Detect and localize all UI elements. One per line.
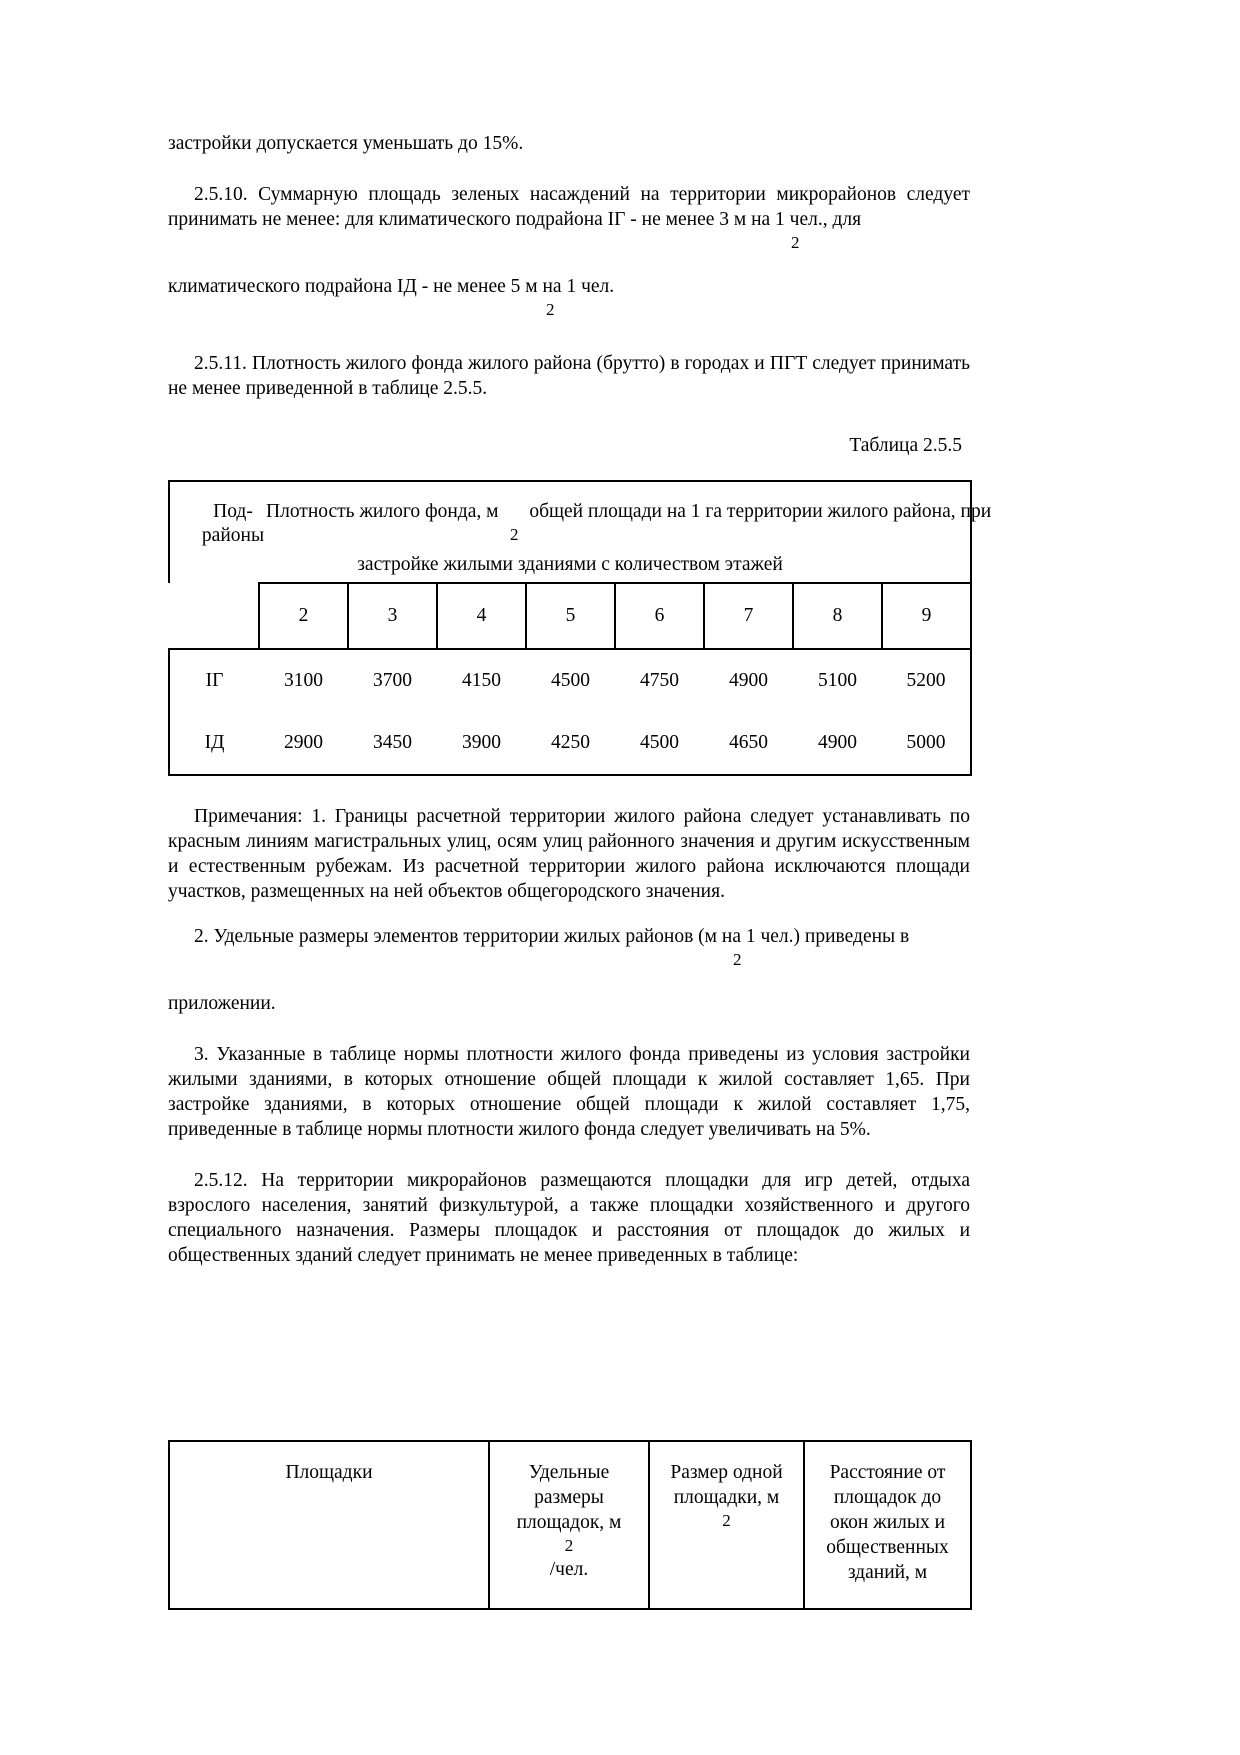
c4-line5: зданий, м [847, 1562, 928, 1583]
column-header-5: 5 [526, 583, 615, 649]
c2-line4: /чел. [549, 1559, 589, 1580]
header-wrap [170, 482, 992, 582]
cell-ig-2: 3100 [259, 649, 348, 712]
table-playgrounds [168, 1440, 972, 1610]
c3-line1: Размер одной [670, 1462, 783, 1483]
column-header-7: 7 [704, 583, 793, 649]
c4-line3: окон жилых и [829, 1512, 946, 1533]
column-header-9: 9 [882, 583, 971, 649]
cell-id-4: 3900 [437, 712, 526, 775]
c4-line4: общественных [826, 1537, 949, 1558]
note-1: Примечания: 1. Границы расчетной территории жилого района следует устанавливать по красным линиям магистральных улиц, осям улиц районного значения и другим искусственным и естественным рубежам. Из расчетной территории жилого района исключаются площади участков, размещенных на ней объектов общегородского значения. [168, 806, 970, 902]
bottom-header-specific-size [489, 1441, 649, 1609]
superscript-2-b: 2 [546, 300, 555, 319]
header-main-before: Плотность жилого фонда, м [266, 501, 499, 522]
table-header-cell [169, 481, 992, 583]
gap-2 [168, 254, 970, 274]
cell-id-2: 2900 [259, 712, 348, 775]
note-2: 2. Удельные размеры элементов территории жилых районов (м на 1 чел.) приведены в [194, 926, 910, 947]
note-2-continuation: приложении. [168, 993, 276, 1014]
paragraph-intro: застройки допускается уменьшать до 15%. [168, 133, 524, 154]
superscript-line-2 [168, 299, 970, 321]
c3-superscript: 2 [722, 1511, 731, 1530]
gap-8 [168, 971, 970, 991]
column-header-8: 8 [793, 583, 882, 649]
paragraph-2-5-12: 2.5.12. На территории микрорайонов размещаются площадки для игр детей, отдыха взрослого населения, занятий физкультурой, а также площадки хозяйственного и другого специального назначения. Размеры площадок и расстояния от площадок до жилых и общественных зданий следует принимать не менее приведенных в таблице: [168, 1170, 970, 1266]
bottom-table-header-row [169, 1441, 971, 1609]
page-content [168, 0, 992, 1610]
c3-line2: площадки, м [673, 1487, 780, 1508]
cell-id-9: 5000 [882, 712, 971, 775]
c2-line3: площадок, м [516, 1512, 622, 1533]
column-header-2: 2 [259, 583, 348, 649]
superscript-line-1 [168, 232, 970, 254]
column-header-6: 6 [615, 583, 704, 649]
superscript-2-c: 2 [733, 950, 742, 969]
cell-id-8: 4900 [793, 712, 882, 775]
gap-before-bottom-table [168, 1268, 970, 1440]
header-second-line: застройке жилыми зданиями с количеством этажей [357, 554, 783, 575]
cell-ig-8: 5100 [793, 649, 882, 712]
paragraph-2-5-10: 2.5.10. Суммарную площадь зеленых насаждений на территории микрорайонов следует принимать не менее: для климатического подрайона IГ - не менее 3 м на 1 чел., для [168, 184, 970, 230]
cell-id-6: 4500 [615, 712, 704, 775]
table-header-row [169, 481, 971, 583]
bottom-header-single-size [649, 1441, 804, 1609]
cell-ig-4: 4150 [437, 649, 526, 712]
header-main-text [266, 500, 992, 524]
header-main-superscript: 2 [510, 525, 519, 544]
top-spacer [168, 0, 970, 131]
superscript-2-a: 2 [791, 233, 800, 252]
c2-line2: размеры [534, 1487, 604, 1508]
gap-9 [168, 1016, 970, 1042]
gap-1 [168, 156, 970, 182]
bottom-header-playgrounds [169, 1441, 489, 1609]
cell-id-3: 3450 [348, 712, 437, 775]
gap-4 [168, 401, 970, 433]
c2-superscript: 2 [564, 1536, 574, 1555]
paragraph-2-5-11: 2.5.11. Плотность жилого фонда жилого района (брутто) в городах и ПГТ следует принимать не менее приведенной в таблице 2.5.5. [168, 353, 970, 399]
gap-10 [168, 1142, 970, 1168]
table-row [169, 649, 971, 712]
header-main-after: общей площади на 1 га территории жилого района, при [529, 501, 992, 522]
column-header-4: 4 [437, 583, 526, 649]
column-header-3: 3 [348, 583, 437, 649]
note-3: 3. Указанные в таблице нормы плотности жилого фонда приведены из условия застройки жилыми зданиями, в которых отношение общей площади к жилой составляет 1,65. При застройке зданиями, в которых отношение общей площади к жилой составляет 1,75, приведенные в таблице нормы плотности жилого фонда следует увеличивать на 5%. [168, 1044, 970, 1140]
cell-ig-3: 3700 [348, 649, 437, 712]
gap-3 [168, 321, 970, 351]
row-label-ig: IГ [169, 649, 259, 712]
header-subregion-line1: Под- [213, 501, 253, 522]
cell-ig-7: 4900 [704, 649, 793, 712]
table-row [169, 712, 971, 775]
c4-line1: Расстояние от [829, 1462, 946, 1483]
c2-line1: Удельные [528, 1462, 610, 1483]
numrow-empty-cell [169, 583, 259, 649]
cell-ig-5: 4500 [526, 649, 615, 712]
header-subregion-label [188, 500, 278, 548]
gap-7 [168, 904, 970, 924]
bottom-header-playgrounds-label: Площадки [285, 1462, 373, 1483]
table-housing-density [168, 480, 992, 776]
c4-line2: площадок до [833, 1487, 942, 1508]
table-caption-2-5-5: Таблица 2.5.5 [849, 435, 962, 456]
table-column-number-row [169, 583, 971, 649]
bottom-header-distance [804, 1441, 971, 1609]
cell-id-5: 4250 [526, 712, 615, 775]
paragraph-2-5-10-cont: климатического подрайона IД - не менее 5 м на 1 чел. [168, 276, 615, 297]
cell-ig-9: 5200 [882, 649, 971, 712]
cell-id-7: 4650 [704, 712, 793, 775]
row-label-id: IД [169, 712, 259, 775]
cell-ig-6: 4750 [615, 649, 704, 712]
superscript-line-3 [168, 949, 970, 971]
header-subregion-line2: районы [201, 525, 265, 546]
gap-5 [168, 458, 970, 480]
gap-6 [168, 776, 970, 804]
